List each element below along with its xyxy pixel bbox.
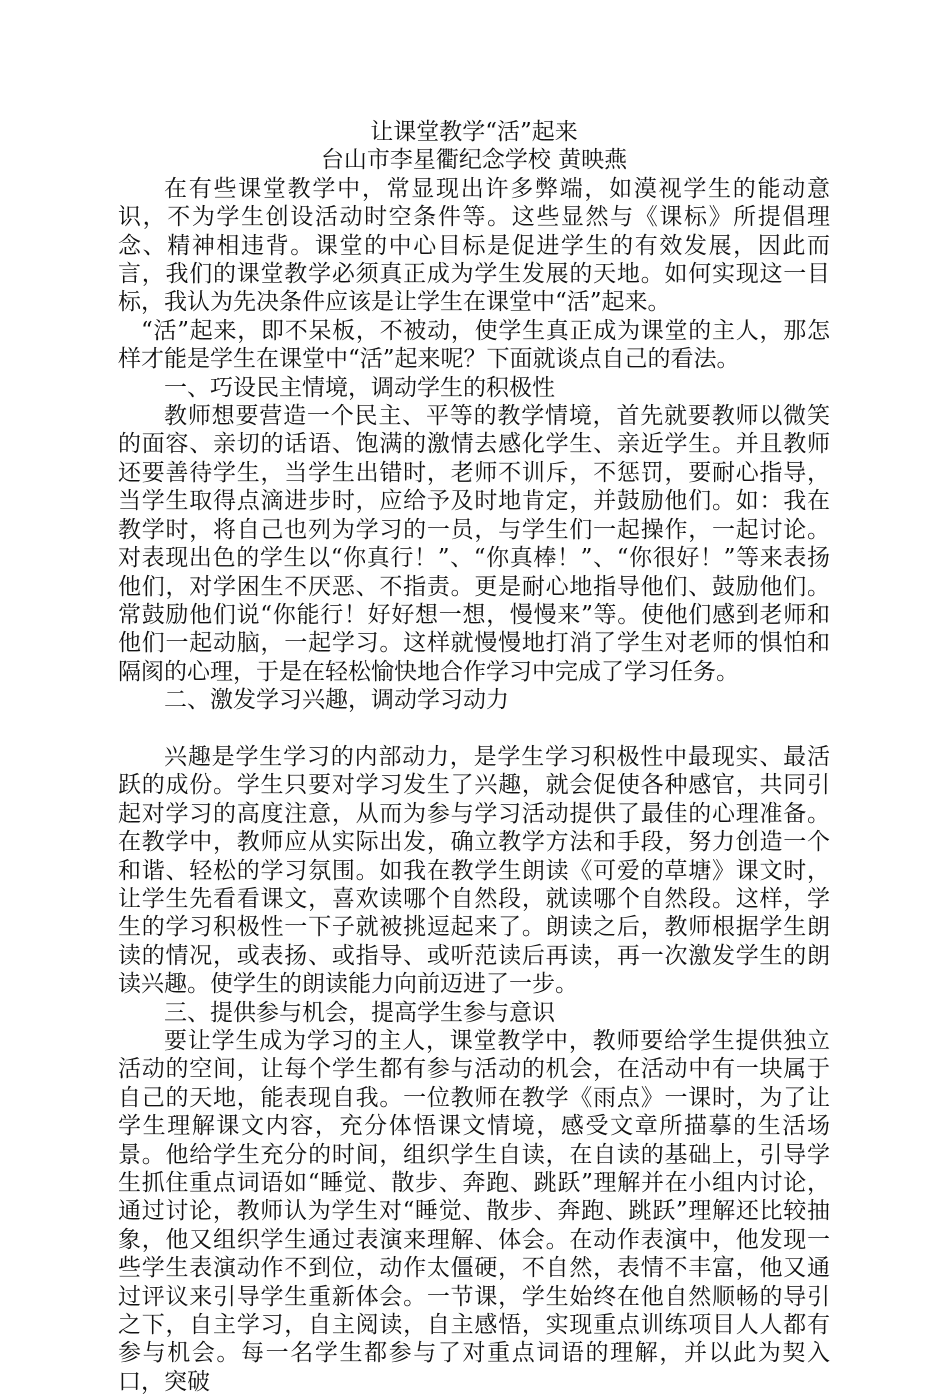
intro-paragraph: “活”起来，即不呆板，不被动，使学生真正成为课堂的主人，那怎样才能是学生在课堂中“活”起来呢？下面就谈点自己的看法。 (118, 317, 830, 373)
document-title: 让课堂教学“活”起来 (370, 119, 578, 145)
blank-line (118, 715, 830, 743)
section-body: 教师想要营造一个民主、平等的教学情境，首先就要教师以微笑的面容、亲切的话语、饱满的激情去感化学生、亲近学生。并且教师还要善待学生，当学生出错时，老师不训斥，不惩罚，要耐心指导，当学生取得点滴进步时，应给予及时地肯定，并鼓励他们。如：我在教学时，将自己也列为学习的一员，与学生们一起操作，一起讨论。对表现出色的学生以“你真行！”、“你真棒！”、“你很好！”等来表扬他们，对学困生不厌恶、不指责。更是耐心地指导他们、鼓励他们。常鼓励他们说“你能行！好好想一想，慢慢来”等。使他们感到老师和他们一起动脑，一起学习。这样就慢慢地打消了学生对老师的惧怕和隔阂的心理，于是在轻松愉快地合作学习中完成了学习任务。 (118, 403, 830, 685)
document-byline: 台山市李星衢纪念学校 黄映燕 (320, 147, 628, 174)
document-page (118, 118, 830, 1396)
section-heading: 一、巧设民主情境，调动学生的积极性 (164, 374, 555, 401)
section-heading: 二、激发学习兴趣，调动学习动力 (164, 687, 509, 714)
section-heading: 三、提供参与机会，提高学生参与意识 (164, 999, 555, 1026)
section-body: 兴趣是学生学习的内部动力，是学生学习积极性中最现实、最活跃的成份。学生只要对学习发生了兴趣，就会促使各种感官，共同引起对学习的高度注意，从而为参与学习活动提供了最佳的心理准备。在教学中，教师应从实际出发，确立教学方法和手段，努力创造一个和谐、轻松的学习氛围。如我在教学生朗读《可爱的草塘》课文时，让学生先看看课文，喜欢读哪个自然段，就读哪个自然段。这样，学生的学习积极性一下子就被挑逗起来了。朗读之后，教师根据学生朗读的情况，或表扬、或指导、或听范读后再读，再一次激发学生的朗读兴趣。使学生的朗读能力向前迈进了一步。 (118, 743, 830, 998)
intro-paragraph: 在有些课堂教学中，常显现出许多弊端，如漠视学生的能动意识，不为学生创设活动时空条件等。这些显然与《课标》所提倡理念、精神相违背。课堂的中心目标是促进学生的有效发展，因此而言，我们的课堂教学必须真正成为学生发展的天地。如何实现这一目标，我认为先决条件应该是让学生在课堂中“活”起来。 (118, 175, 830, 316)
section-body: 要让学生成为学习的主人，课堂教学中，教师要给学生提供独立活动的空间，让每个学生都有参与活动的机会，在活动中有一块属于自己的天地，能表现自我。一位教师在教学《雨点》一课时，为了让学生理解课文内容，充分体悟课文情境，感受文章所描摹的生活场景。他给学生充分的时间，组织学生自读，在自读的基础上，引导学生抓住重点词语如“睡觉、散步、奔跑、跳跃”理解并在小组内讨论，通过讨论，教师认为学生对“睡觉、散步、奔跑、跳跃”理解还比较抽象，他又组织学生通过表演来理解、体会。在动作表演中，他发现一些学生表演动作不到位，动作太僵硬，不自然，表情不丰富，他又通过评议来引导学生重新体会。一节课，学生始终在他自然顺畅的导引之下，自主学习，自主阅读，自主感悟，实现重点训练项目人人都有参与机会。每一名学生都参与了对重点词语的理解，并以此为契入口，突破 (118, 1027, 830, 1395)
